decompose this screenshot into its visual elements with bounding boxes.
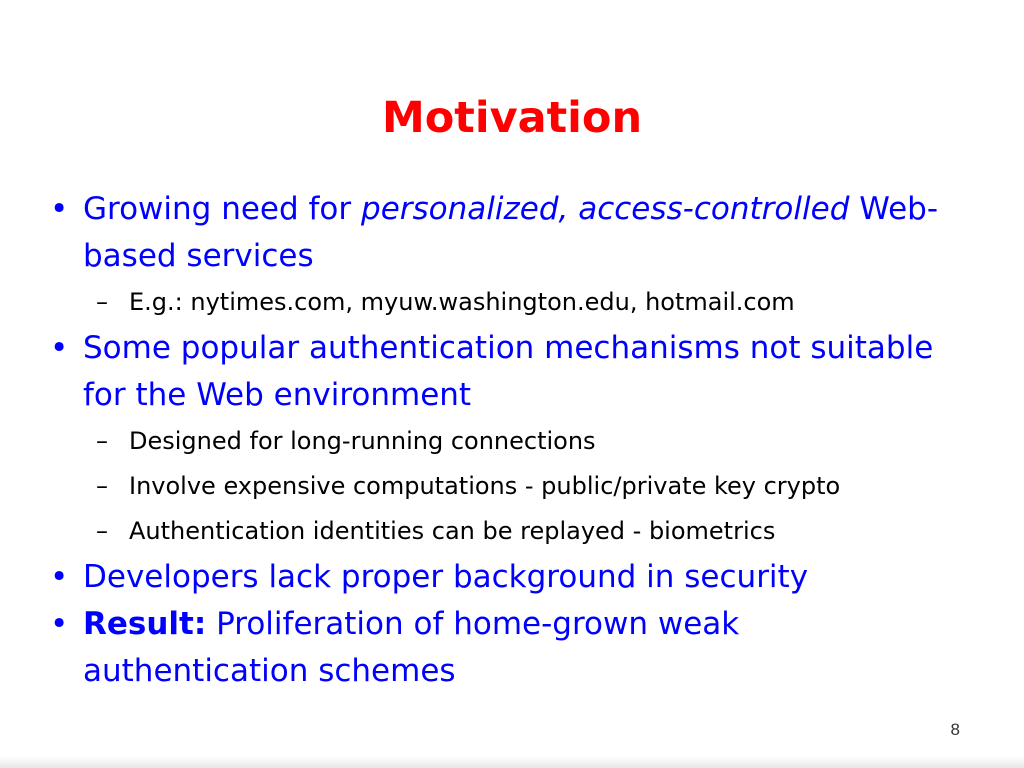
bullet-text-emphasis: personalized, access-controlled <box>361 191 850 227</box>
sub-bullet-long-running <box>83 419 970 464</box>
bullet-list <box>50 186 970 695</box>
bullet-text: Developers lack proper background in security <box>83 559 809 595</box>
bullet-text: Some popular authentication mechanisms not suitable for the Web environment <box>83 330 934 413</box>
bullet-dot-icon: • <box>50 559 69 595</box>
sub-bullet-examples <box>83 280 970 325</box>
page-number: 8 <box>950 720 960 739</box>
slide-title: Motivation <box>381 93 643 143</box>
sub-bullet-text: E.g.: nytimes.com, myuw.washington.edu, hotmail.com <box>129 288 795 316</box>
bullet-dot-icon: • <box>50 606 69 642</box>
bullet-bold-prefix: Result: <box>83 606 207 642</box>
sub-bullet-list <box>83 419 970 554</box>
dash-icon: – <box>96 472 108 500</box>
dash-icon: – <box>96 427 108 455</box>
sub-bullet-text: Authentication identities can be replayed - biometrics <box>129 517 776 545</box>
bullet-developers-lack <box>50 554 970 601</box>
sub-bullet-text: Involve expensive computations - public/private key crypto <box>129 472 841 500</box>
bullet-text: Proliferation of home-grown weak authentication schemes <box>83 606 740 689</box>
dash-icon: – <box>96 517 108 545</box>
sub-bullet-expensive <box>83 464 970 509</box>
sub-bullet-text: Designed for long-running connections <box>129 427 596 455</box>
bullet-dot-icon: • <box>50 330 69 366</box>
bullet-text-prefix: Growing need for <box>83 191 362 227</box>
bullet-mechanisms-not-suitable <box>50 325 970 554</box>
sub-bullet-replayed <box>83 509 970 554</box>
sub-bullet-list <box>83 280 970 325</box>
bullet-dot-icon: • <box>50 191 69 227</box>
footer-band <box>0 756 1024 768</box>
bullet-text-suffix: Web-based services <box>83 191 939 274</box>
bullet-result <box>50 601 970 695</box>
bullet-growing-need <box>50 186 970 325</box>
dash-icon: – <box>96 288 108 316</box>
